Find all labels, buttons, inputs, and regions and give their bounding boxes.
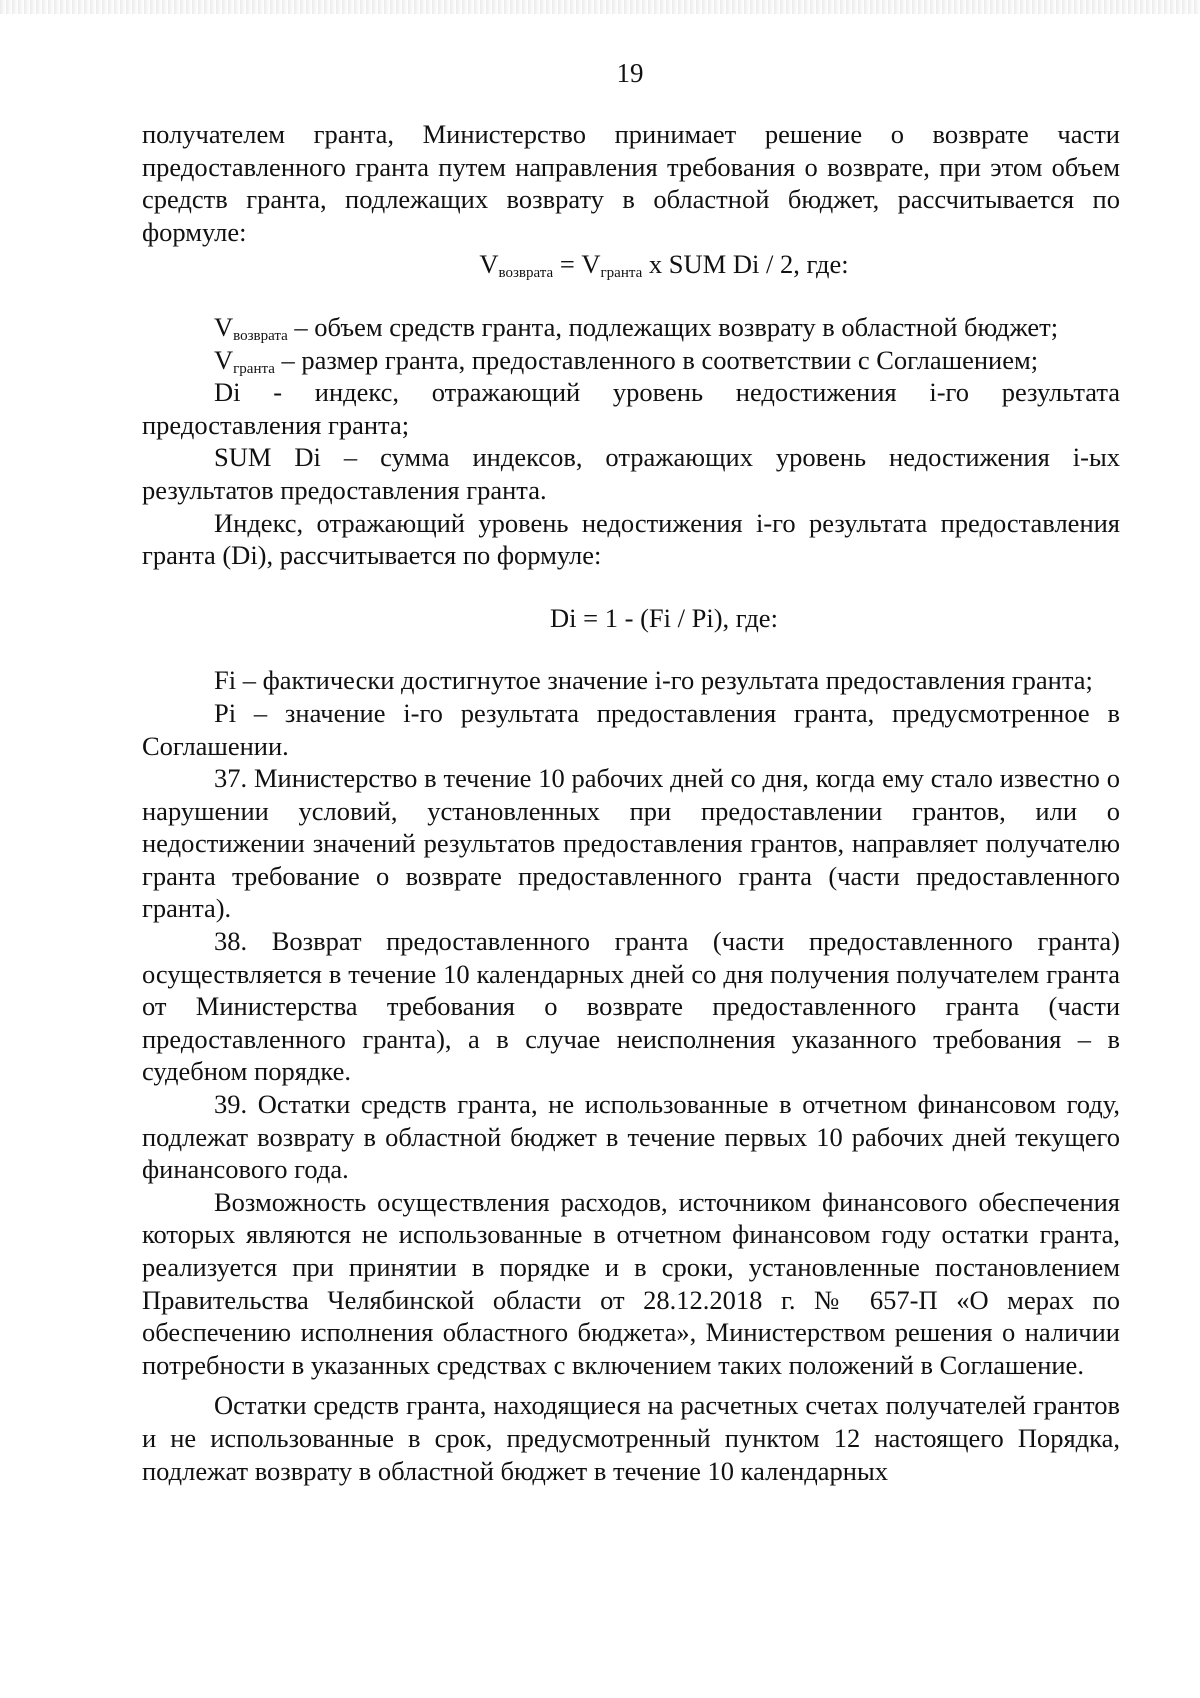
def-g-letter: V bbox=[214, 344, 234, 375]
formula-g-subscript: гранта bbox=[600, 265, 643, 282]
formula-refund-volume bbox=[142, 248, 1120, 281]
formula-di: Di = 1 - (Fi / Pi), где: bbox=[550, 602, 778, 633]
def-v-letter: V bbox=[214, 311, 234, 342]
def-v-text: – объем средств гранта, подлежащих возврату в областной бюджет; bbox=[287, 311, 1059, 342]
paragraph-39: 39. Остатки средств гранта, не использованные в отчетном финансовом году, подлежат возврату в областной бюджет в течение первых 10 рабочих дней текущего финансового года. bbox=[142, 1089, 1120, 1185]
formula-rest: x SUM Di / 2, где: bbox=[642, 249, 849, 280]
formula-v-letter: V bbox=[479, 249, 499, 280]
paragraph-39-possibility: Возможность осуществления расходов, источником финансового обеспечения которых являются не использованные в отчетном финансовом году остатки гранта, реализуется при принятии в порядке и в сроки, установленные постановлением Правительства Челябинской области от 28.12.2018 г. № 657-П «О мерах по обеспечению исполнения областного бюджета», Министерством решения о наличии потребности в указанных средствах с включением таких положений в Соглашение. bbox=[142, 1186, 1120, 1380]
paragraph-37: 37. Министерство в течение 10 рабочих дней со дня, когда ему стало известно о нарушении условий, установленных при предоставлении грантов, или о недостижении значений результатов предоставления грантов, направляет получателю гранта требование о возврате предоставленного гранта (части предоставленного гранта). bbox=[142, 763, 1120, 924]
paragraph-38: 38. Возврат предоставленного гранта (части предоставленного гранта) осуществляется в течение 10 календарных дней со дня получения получателем гранта от Министерства требования о возврате предоставленного гранта (части предоставленного гранта), а в случае неисполнения указанного требования – в судебном порядке. bbox=[142, 926, 1120, 1087]
document-body bbox=[142, 118, 1120, 1487]
page-number: 19 bbox=[616, 58, 644, 88]
def-v-subscript: возврата bbox=[233, 327, 288, 344]
definition-pi: Pi – значение i-го результата предоставления гранта, предусмотренное в Соглашении. bbox=[142, 697, 1120, 761]
definition-v-grant bbox=[142, 344, 1120, 377]
index-intro: Индекс, отражающий уровень недостижения i-го результата предоставления гранта (Di), рассчитывается по формуле: bbox=[142, 507, 1120, 571]
definition-di: Di - индекс, отражающий уровень недостижения i-го результата предоставления гранта; bbox=[142, 377, 1120, 440]
paragraph-39-balances: Остатки средств гранта, находящиеся на расчетных счетах получателей грантов и не использованные в срок, предусмотренный пунктом 12 настоящего Порядка, подлежат возврату в областной бюджет в течение 10 календарных bbox=[142, 1390, 1120, 1486]
paragraph-continuation: получателем гранта, Министерство принимает решение о возврате части предоставленного гранта путем направления требования о возврате, при этом объем средств гранта, подлежащих возврату в областной бюджет, рассчитывается по формуле: bbox=[142, 119, 1120, 247]
formula-g-letter: V bbox=[581, 249, 601, 280]
def-g-subscript: гранта bbox=[233, 360, 275, 377]
def-g-text: – размер гранта, предоставленного в соответствии с Соглашением; bbox=[274, 344, 1039, 375]
formula-v-subscript: возврата bbox=[498, 265, 554, 282]
definition-fi: Fi – фактически достигнутое значение i-го результата предоставления гранта; bbox=[214, 665, 1093, 696]
definition-v-refund bbox=[142, 311, 1120, 344]
definition-sum-di: SUM Di – сумма индексов, отражающих уровень недостижения i-ых результатов предоставления гранта. bbox=[142, 442, 1120, 505]
formula-equals: = bbox=[553, 249, 582, 280]
